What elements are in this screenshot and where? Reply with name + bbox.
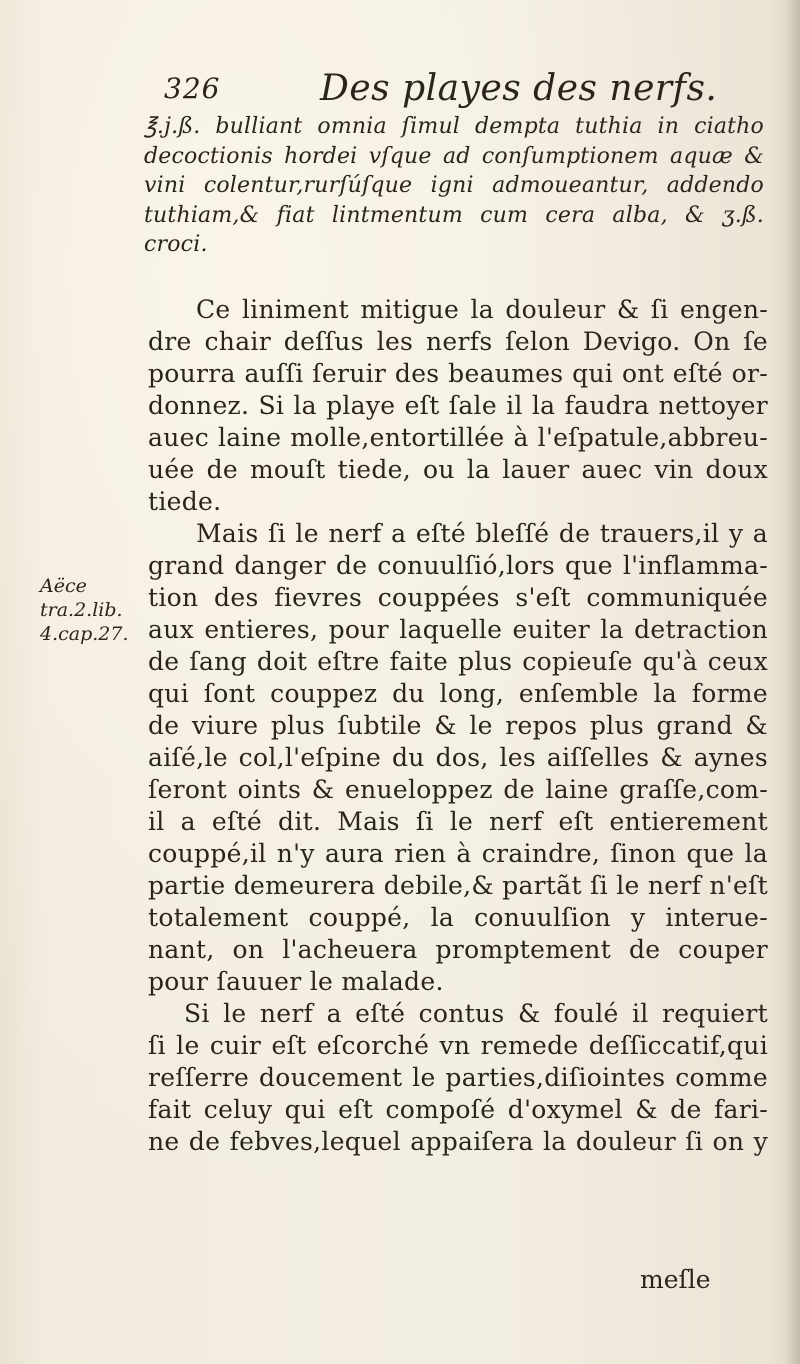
text-line: aux entieres, pour laquelle euiter la detraction bbox=[148, 615, 768, 644]
text-line: partie demeurera debile,& partãt ſi le nerf n'eſt bbox=[148, 871, 768, 900]
margin-reference bbox=[40, 574, 150, 646]
text-line: aiſé,le col,l'eſpine du dos, les aiſſelles & aynes bbox=[148, 743, 768, 772]
text-line: uée de mouſt tiede, ou la lauer auec vin doux bbox=[148, 455, 768, 484]
text-line: grand danger de conuulſió,lors que l'inflamma- bbox=[148, 551, 768, 580]
margin-note-line: tra.2.lib. bbox=[40, 599, 123, 621]
margin-note-line: 4.cap.27. bbox=[40, 623, 129, 645]
text-line: donnez. Si la playe eſt ſale il la faudra nettoyer bbox=[148, 391, 768, 420]
latin-line: croci. bbox=[144, 232, 208, 257]
catchword: meſle bbox=[640, 1265, 711, 1294]
text-line: ne de febves,lequel appaiſera la douleur ſi on y bbox=[148, 1127, 768, 1156]
latin-line: vini colentur,rurſúſque igni admoueantur, addendo bbox=[144, 173, 764, 198]
latin-line: tuthiam,& fiat lintmentum cum cera alba, & ʒ.ß. bbox=[144, 202, 764, 228]
body-text bbox=[148, 294, 768, 1158]
page-gutter-shadow bbox=[786, 0, 800, 1364]
paragraph-first-line: Ce liniment mitigue la douleur & ſi engen- bbox=[196, 295, 768, 324]
text-line: qui ſont couppez du long, enſemble la forme bbox=[148, 679, 768, 708]
text-line: tion des fievres couppées s'eſt communiquée bbox=[148, 583, 768, 612]
text-line: pour ſauuer le malade. bbox=[148, 967, 444, 996]
page-number: 326 bbox=[164, 72, 221, 105]
text-line: reſſerre doucement le parties,diſiointes comme bbox=[148, 1063, 768, 1092]
text-line: dre chair deſſus les nerfs ſelon Devigo. On ſe bbox=[148, 327, 768, 356]
paragraph-first-line: Mais ſi le nerf a eſté bleſſé de trauers,il y a bbox=[196, 519, 768, 548]
text-line: de viure plus ſubtile & le repos plus grand & bbox=[148, 711, 768, 740]
latin-recipe bbox=[144, 112, 764, 260]
text-line: pourra auſſi ſeruir des beaumes qui ont eſté or- bbox=[148, 359, 768, 388]
margin-note-line: Aëce bbox=[40, 575, 87, 597]
text-line: tiede. bbox=[148, 487, 222, 516]
text-line: ſeront oints & enueloppez de laine graſſe,com- bbox=[148, 775, 768, 804]
latin-line: decoctionis hordei vſque ad conſumptionem aquæ & bbox=[144, 143, 764, 169]
text-line: fait celuy qui eſt compoſé d'oxymel & de fari- bbox=[148, 1095, 768, 1124]
running-title: Des playes des nerfs. bbox=[320, 68, 718, 109]
text-line: de ſang doit eſtre faite plus copieuſe qu'à ceux bbox=[148, 647, 768, 676]
page-header bbox=[160, 68, 760, 116]
latin-line: ℥.j.ß. bulliant omnia ſimul dempta tuthia in ciatho bbox=[144, 114, 764, 139]
text-line: totalement couppé, la conuulſion y interue- bbox=[148, 903, 768, 932]
text-line: auec laine molle,entortillée à l'eſpatule,abbreu- bbox=[148, 423, 768, 452]
text-line: couppé,il n'y aura rien à craindre, ſinon que la bbox=[148, 839, 768, 868]
paragraph-first-line: Si le nerf a eſté contus & foulé il requiert bbox=[184, 999, 768, 1028]
text-line: ſi le cuir eſt eſcorché vn remede deſſiccatif,qui bbox=[148, 1031, 768, 1060]
text-line: il a eſté dit. Mais ſi le nerf eſt entierement bbox=[148, 807, 768, 836]
text-line: nant, on l'acheuera promptement de couper bbox=[148, 935, 768, 964]
